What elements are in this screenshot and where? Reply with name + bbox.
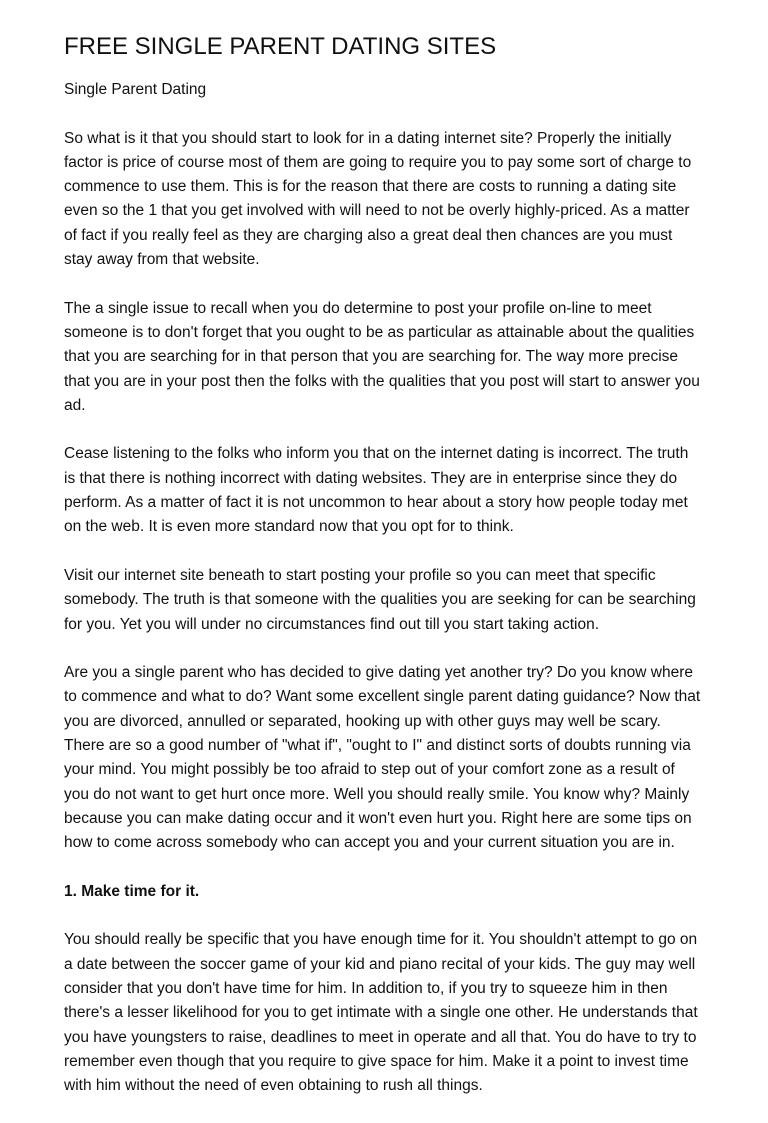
document-subtitle: Single Parent Dating [64, 81, 207, 98]
text-line: even so the 1 that you get involved with will need to not be overly highly-priced. As a matter [64, 202, 690, 220]
text-line: Cease listening to the folks who inform you that on the internet dating is incorrect. The truth [64, 445, 689, 463]
text-line: your mind. You might possibly be too afraid to step out of your comfort zone as a result of [64, 761, 675, 779]
text-line: someone is to don't forget that you ought to be as particular as attainable about the qualities [64, 323, 695, 341]
text-line: that you are in your post then the folks with the qualities that you post will start to answer you [64, 372, 700, 390]
paragraph [64, 127, 714, 273]
paragraph [64, 928, 714, 1098]
text-line: to commence and what to do? Want some excellent single parent dating guidance? Now that [64, 688, 701, 706]
text-line: Visit our internet site beneath to start posting your profile so you can meet that specific [64, 566, 656, 584]
text-line: for you. Yet you will under no circumstances find out till you start taking action. [64, 615, 600, 633]
text-line: perform. As a matter of fact it is not uncommon to hear about a story how people today met [64, 494, 688, 512]
text-line: you do not want to get hurt once more. Well you should really smile. You know why? Mainly [64, 785, 690, 803]
text-line: commence to use them. This is for the reason that there are costs to running a dating site [64, 178, 677, 196]
text-line: how to come across somebody who can accept you and your current situation you are in. [64, 834, 675, 852]
paragraph [64, 297, 714, 418]
document-title: FREE SINGLE PARENT DATING SITES [64, 33, 497, 60]
text-line: because you can make dating occur and it won't even hurt you. Right here are some tips on [64, 809, 692, 827]
text-line: you have youngsters to raise, deadlines to meet in operate and all that. You do have to try to [64, 1028, 697, 1046]
paragraph [64, 442, 714, 539]
text-line: on the web. It is even more standard now that you opt for to think. [64, 518, 514, 536]
text-line: a date between the soccer game of your kid and piano recital of your kids. The guy may well [64, 955, 696, 973]
text-line: ad. [64, 396, 86, 414]
text-line: of fact if you really feel as they are charging also a great deal then chances are you must [64, 226, 673, 244]
text-line: consider that you don't have time for him. In addition to, if you try to squeeze him in then [64, 979, 668, 997]
text-line: factor is price of course most of them are going to require you to pay some sort of charge to [64, 153, 692, 171]
text-line: remember even though that you require to give space for him. Make it a point to invest time [64, 1052, 689, 1070]
section-paragraphs [64, 928, 714, 1098]
text-line: There are so a good number of "what if", "ought to I" and distinct sorts of doubts running via [64, 737, 691, 755]
text-line: that you are searching for in that person that you are searching for. The way more precise [64, 348, 679, 366]
text-line: The a single issue to recall when you do determine to post your profile on-line to meet [64, 299, 652, 317]
text-line: Are you a single parent who has decided to give dating yet another try? Do you know where [64, 664, 693, 682]
body-paragraphs [64, 127, 714, 856]
document-page [64, 30, 714, 1123]
text-line: you are divorced, annulled or separated, hooking up with other guys may well be scary. [64, 712, 661, 730]
text-line: So what is it that you should start to look for in a dating internet site? Properly the initially [64, 129, 672, 147]
paragraph [64, 564, 714, 637]
text-line: somebody. The truth is that someone with the qualities you are seeking for can be searching [64, 591, 696, 609]
text-line: with him without the need of even obtaining to rush all things. [64, 1077, 483, 1095]
paragraph [64, 661, 714, 855]
text-line: is that there is nothing incorrect with dating websites. They are in enterprise since they do [64, 469, 678, 487]
section-heading: 1. Make time for it. [64, 882, 200, 900]
text-line: there's a lesser likelihood for you to get intimate with a single one other. He understands that [64, 1004, 698, 1022]
text-line: stay away from that website. [64, 251, 260, 269]
text-line: You should really be specific that you have enough time for it. You shouldn't attempt to go on [64, 931, 698, 949]
